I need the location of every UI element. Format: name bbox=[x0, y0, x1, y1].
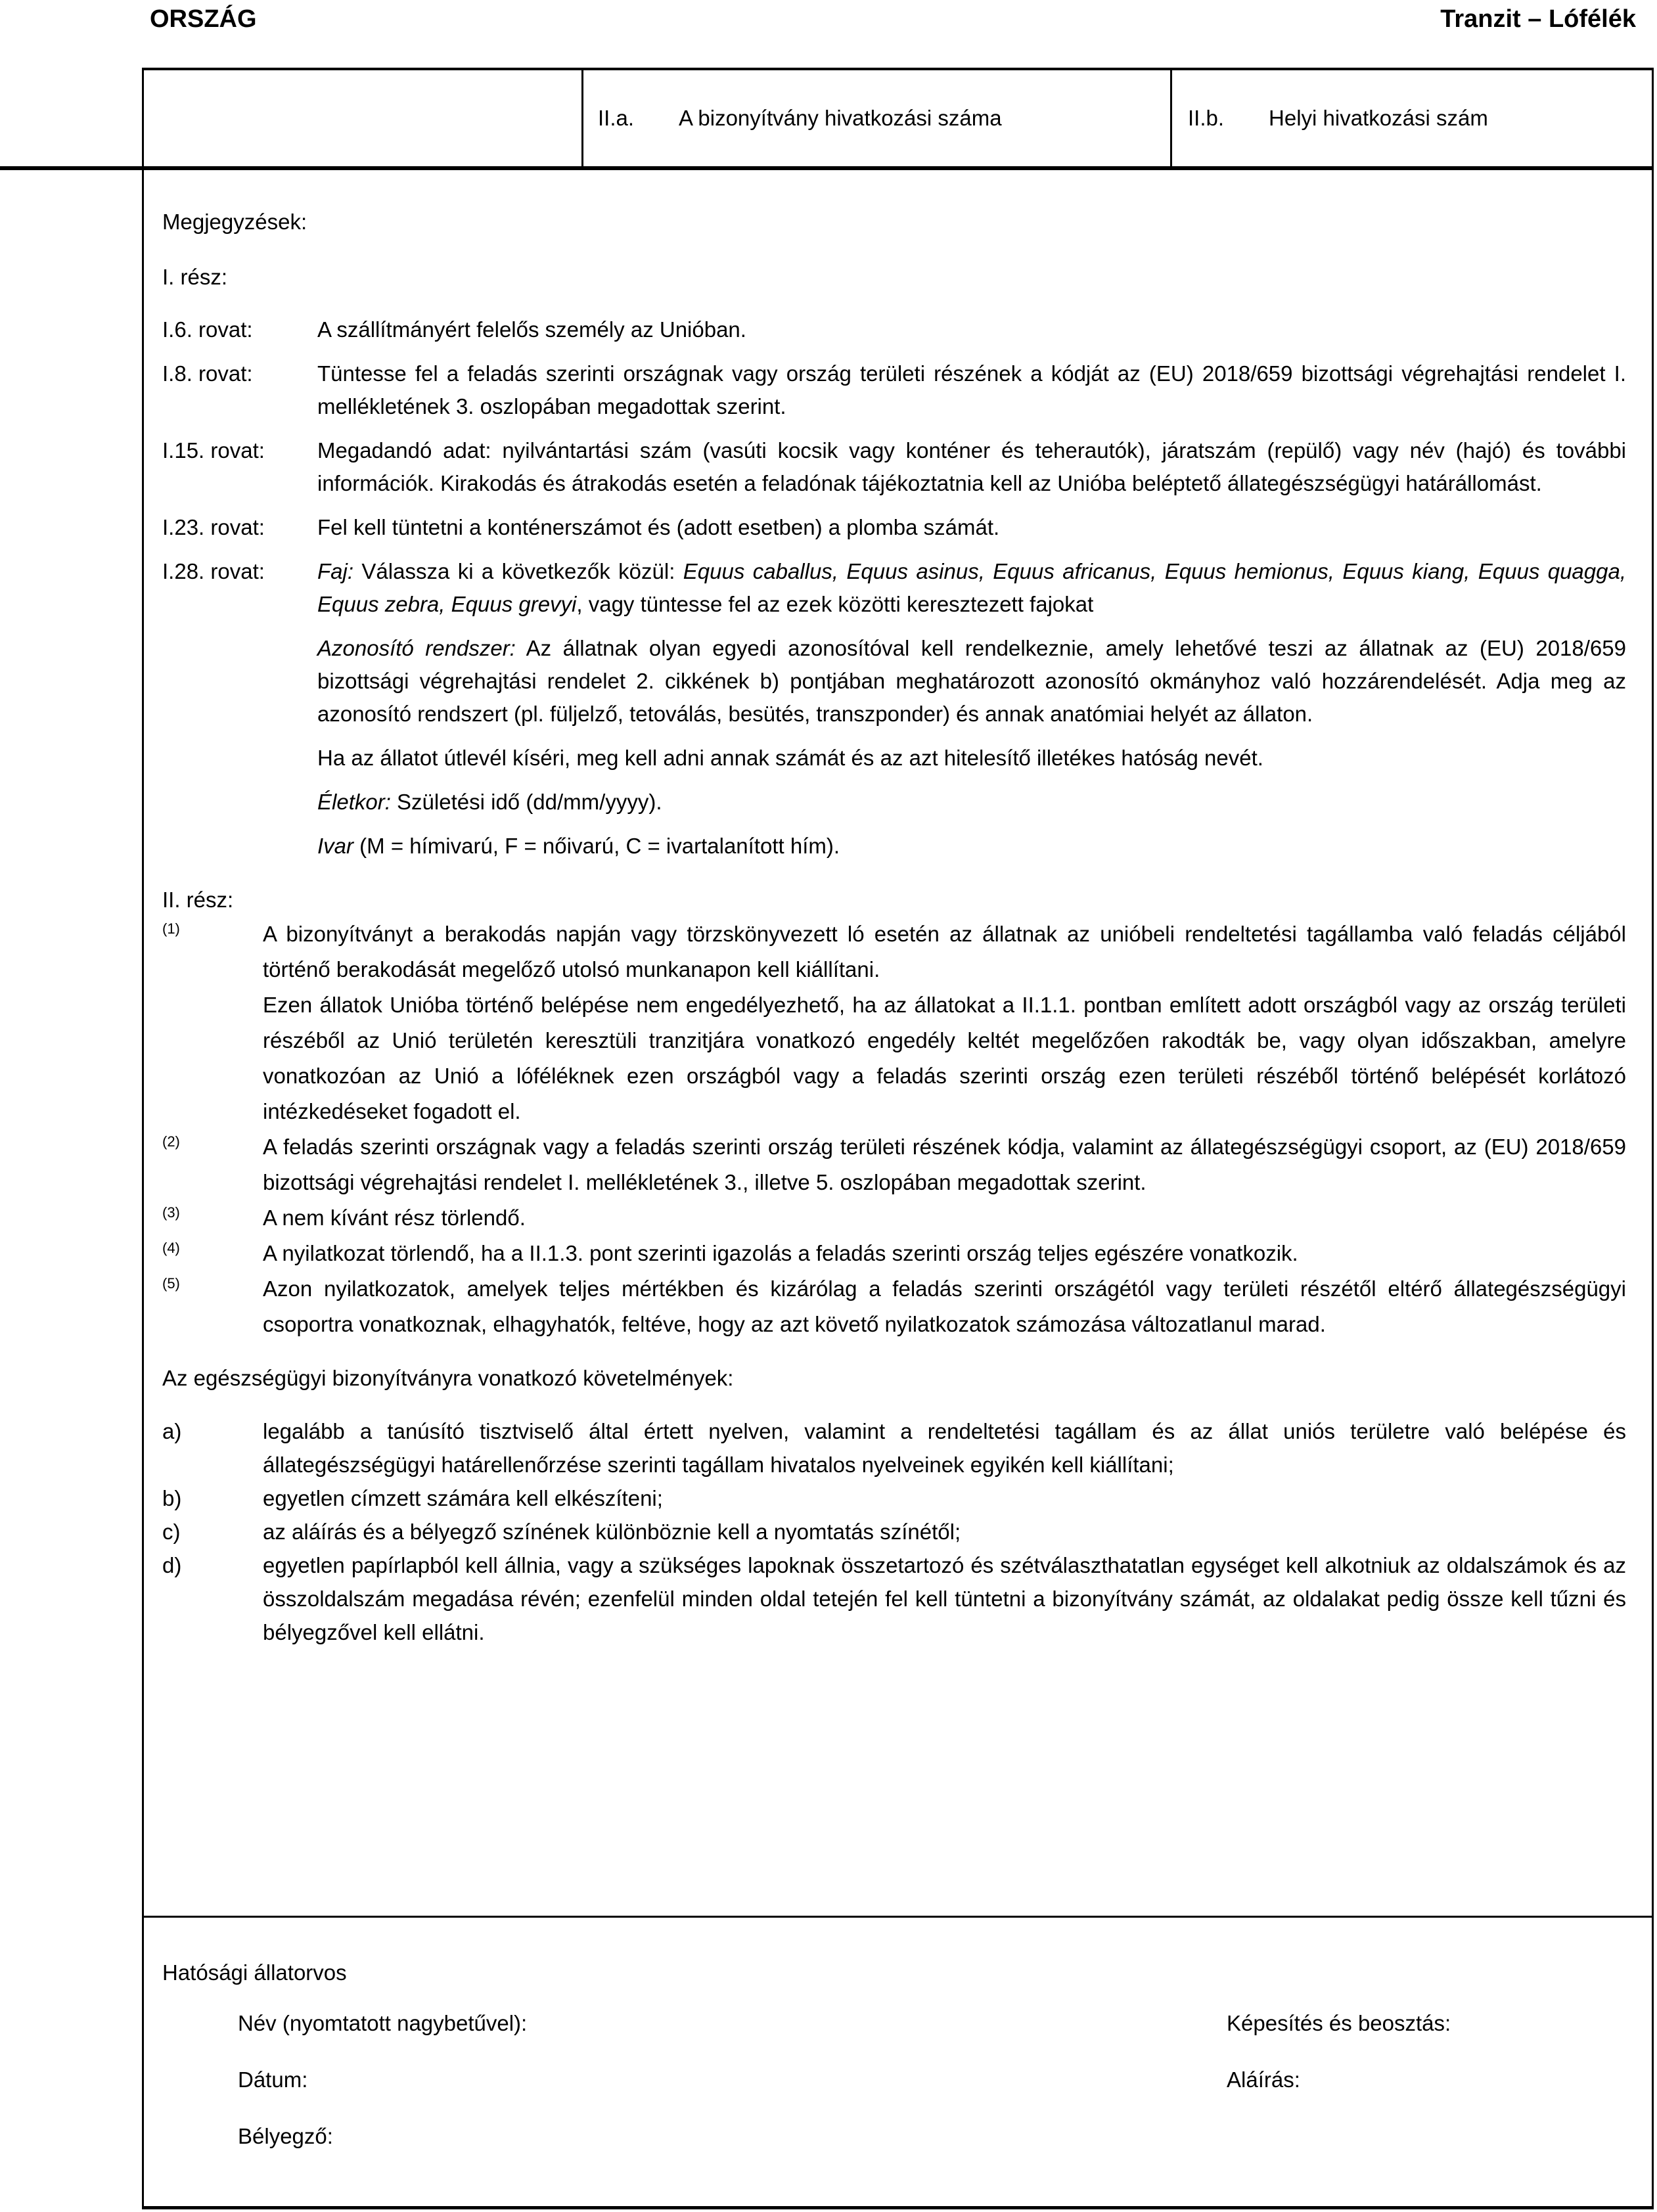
reference-cell-iib bbox=[1188, 70, 1651, 166]
item-label: a) bbox=[162, 1419, 182, 1443]
table-divider-right bbox=[1170, 68, 1172, 169]
part1-row-age bbox=[162, 786, 1626, 819]
cell-iia-code: II.a. bbox=[598, 106, 635, 130]
officer-heading: Hatósági állatorvos bbox=[162, 1960, 347, 1985]
footnote-paragraph: A nyilatkozat törlendő, ha a II.1.3. pont szerinti igazolás a feladás szerinti ország teljes egészére vonatkozik. bbox=[263, 1241, 1298, 1265]
footnote-paragraph: A bizonyítványt a berakodás napján vagy törzskönyvezett ló esetén az állatnak az unióbeli rendeltetési tagállamba való feladás céljából történő berakodását megelőző utolsó munkanapon kell kiállítani. bbox=[263, 922, 1626, 982]
footnote-text bbox=[263, 1271, 1626, 1342]
date-field-label: Dátum: bbox=[238, 2067, 308, 2092]
footnote-5 bbox=[162, 1271, 1626, 1342]
row-text: Fel kell tüntetni a konténerszámot és (adott esetben) a plomba számát. bbox=[317, 515, 1000, 539]
header-row-rule bbox=[0, 166, 1654, 170]
officer-fields bbox=[238, 2007, 1626, 2177]
footnote-marker: (5) bbox=[162, 1275, 180, 1292]
item-text: egyetlen papírlapból kell állnia, vagy a szükséges lapoknak összetartozó és szétválaszthatatlan egységet kell alkotniuk az oldalszámok és az összoldalszám megadása révén; ezenfelül minden oldal tetején fel kell tüntetni a bizonyítvány számát, az oldalakat pedig össze kell tűzni és bélyegzővel kell ellátni. bbox=[263, 1553, 1626, 1644]
cell-iia-label: A bizonyítvány hivatkozási száma bbox=[679, 106, 1002, 130]
footnote-marker: (3) bbox=[162, 1204, 180, 1221]
row-label bbox=[162, 742, 317, 775]
item-text: legalább a tanúsító tisztviselő által értett nyelven, valamint a rendeltetési tagállam és az állat uniós területre való belépése és állategészségügyi határellenőrzése szerinti tagállam hivatalos nyelveinek egyikén kell kiállítani; bbox=[263, 1419, 1626, 1477]
qualification-field-label: Képesítés és beosztás: bbox=[1227, 2011, 1451, 2035]
reference-cell-iia bbox=[598, 70, 1163, 166]
footnote-marker: (4) bbox=[162, 1240, 180, 1256]
officer-field-row bbox=[238, 2064, 1626, 2096]
footnote-paragraph: Ezen állatok Unióba történő belépése nem engedélyezhető, ha az állatokat a II.1.1. pontban említett adott országból vagy az ország területi részéből az Unió területén keresztüli tranzitjára vonatkozó engedély keltét megelőzően rakodták be, vagy olyan időszakban, amelyre vonatkozóan az Unió a lóféléknek ezen országból vagy a feladás szerinti ország ezen területi részéből történő belépését korlátozó intézkedéseket fogadott el. bbox=[263, 993, 1626, 1123]
requirement-item-a bbox=[162, 1414, 1626, 1481]
empty-field bbox=[1227, 2120, 1626, 2153]
footnote-paragraph: A nem kívánt rész törlendő. bbox=[263, 1206, 526, 1230]
item-label: c) bbox=[162, 1520, 181, 1544]
row-label: I.23. rovat: bbox=[162, 515, 265, 539]
footnote-3 bbox=[162, 1200, 1626, 1236]
footnote-text bbox=[263, 1236, 1626, 1271]
row-text: A szállítmányért felelős személy az Unióban. bbox=[317, 317, 746, 342]
signature-field-label: Aláírás: bbox=[1227, 2067, 1300, 2092]
cell-iib-label: Helyi hivatkozási szám bbox=[1269, 106, 1488, 130]
row-text: Faj: Válassza ki a következők közül: Equus caballus, Equus asinus, Equus africanus, Equus hemionus, Equus kiang, Equus quagga, Equus zebra, Equus grevyi, vagy tüntesse fel az ezek közötti keresztezett fajokat bbox=[317, 559, 1626, 616]
part1-row-sex bbox=[162, 830, 1626, 863]
row-label bbox=[162, 632, 317, 731]
row-text: Életkor: Születési idő (dd/mm/yyyy). bbox=[317, 790, 662, 814]
part1-row-identification-system bbox=[162, 632, 1626, 731]
stamp-field-label: Bélyegző: bbox=[238, 2124, 333, 2148]
row-text: Ivar (M = hímivarú, F = nőivarú, C = ivartalanított hím). bbox=[317, 834, 840, 858]
part1-heading: I. rész: bbox=[162, 265, 228, 289]
requirements-heading: Az egészségügyi bizonyítványra vonatkozó követelmények: bbox=[162, 1366, 734, 1390]
item-text: egyetlen címzett számára kell elkészíteni; bbox=[263, 1486, 663, 1510]
footnote-2 bbox=[162, 1129, 1626, 1200]
row-label: I.8. rovat: bbox=[162, 361, 253, 386]
item-label: d) bbox=[162, 1553, 182, 1577]
part1-row-i15 bbox=[162, 434, 1626, 500]
officer-section-rule bbox=[142, 1916, 1654, 1918]
footnote-marker: (1) bbox=[162, 920, 180, 937]
row-label bbox=[162, 786, 317, 819]
footnote-text bbox=[263, 1200, 1626, 1236]
row-text: Ha az állatot útlevél kíséri, meg kell adni annak számát és az azt hitelesítő illetékes hatóság nevét. bbox=[317, 746, 1263, 770]
cell-iib-code: II.b. bbox=[1188, 106, 1225, 130]
part2-heading: II. rész: bbox=[162, 888, 234, 912]
document-title: Tranzit – Lófélék bbox=[1440, 5, 1636, 33]
part1-row-i23 bbox=[162, 511, 1626, 544]
row-label: I.15. rovat: bbox=[162, 438, 265, 463]
footnote-4 bbox=[162, 1236, 1626, 1271]
footnote-1 bbox=[162, 916, 1626, 1129]
footnote-text bbox=[263, 916, 1626, 1129]
requirement-item-b bbox=[162, 1481, 1626, 1515]
part1-row-i28 bbox=[162, 555, 1626, 621]
part1-row-i8 bbox=[162, 357, 1626, 423]
name-field-label: Név (nyomtatott nagybetűvel): bbox=[238, 2011, 528, 2035]
row-text: Tüntesse fel a feladás szerinti országnak vagy ország területi részének a kódját az (EU) 2018/659 bizottsági végrehajtási rendelet I. mellékletének 3. oszlopában megadottak szerint. bbox=[317, 361, 1626, 418]
footnote-paragraph: Azon nyilatkozatok, amelyek teljes mértékben és kizárólag a feladás szerinti országétól vagy területi részétől eltérő állategészségügyi csoportra vonatkoznak, elhagyhatók, feltéve, hogy az azt követő nyilatkozatok számozása változatlanul marad. bbox=[263, 1276, 1626, 1336]
country-label: ORSZÁG bbox=[150, 5, 257, 33]
footnote-text bbox=[263, 1129, 1626, 1200]
officer-field-row bbox=[238, 2120, 1626, 2153]
notes-heading: Megjegyzések: bbox=[162, 210, 307, 234]
requirement-item-c bbox=[162, 1515, 1626, 1548]
row-label: I.6. rovat: bbox=[162, 317, 253, 342]
requirement-item-d bbox=[162, 1548, 1626, 1649]
notes-content bbox=[162, 206, 1626, 1649]
item-label: b) bbox=[162, 1486, 182, 1510]
page-header bbox=[150, 4, 1636, 34]
row-text: Megadandó adat: nyilvántartási szám (vasúti kocsik vagy konténer és teherautók), járatszám (repülő) vagy név (hajó) és további információk. Kirakodás és átrakodás esetén a feladónak tájékoztatnia kell az Unióba beléptető állategészségügyi határállomást. bbox=[317, 438, 1626, 495]
row-label: I.28. rovat: bbox=[162, 559, 265, 583]
footnote-marker: (2) bbox=[162, 1133, 180, 1150]
footnote-paragraph: A feladás szerinti országnak vagy a feladás szerinti ország területi részének kódja, valamint az állategészségügyi csoport, az (EU) 2018/659 bizottsági végrehajtási rendelet I. mellékletének 3., illetve 5. oszlopában megadottak szerint. bbox=[263, 1135, 1626, 1194]
officer-field-row bbox=[238, 2007, 1626, 2040]
part1-row-passport bbox=[162, 742, 1626, 775]
part1-row-i6 bbox=[162, 313, 1626, 346]
row-text: Azonosító rendszer: Az állatnak olyan egyedi azonosítóval kell rendelkeznie, amely lehetővé teszi az állatnak az (EU) 2018/659 bizottsági végrehajtási rendelet 2. cikkének b) pontjában meghatározott azonosító okmányhoz való hozzárendelését. Adja meg az azonosító rendszert (pl. füljelző, tetoválás, besütés, transzponder) és annak anatómiai helyét az állaton. bbox=[317, 636, 1626, 726]
item-text: az aláírás és a bélyegző színének különböznie kell a nyomtatás színétől; bbox=[263, 1520, 961, 1544]
table-divider-left bbox=[581, 68, 583, 169]
row-label bbox=[162, 830, 317, 863]
